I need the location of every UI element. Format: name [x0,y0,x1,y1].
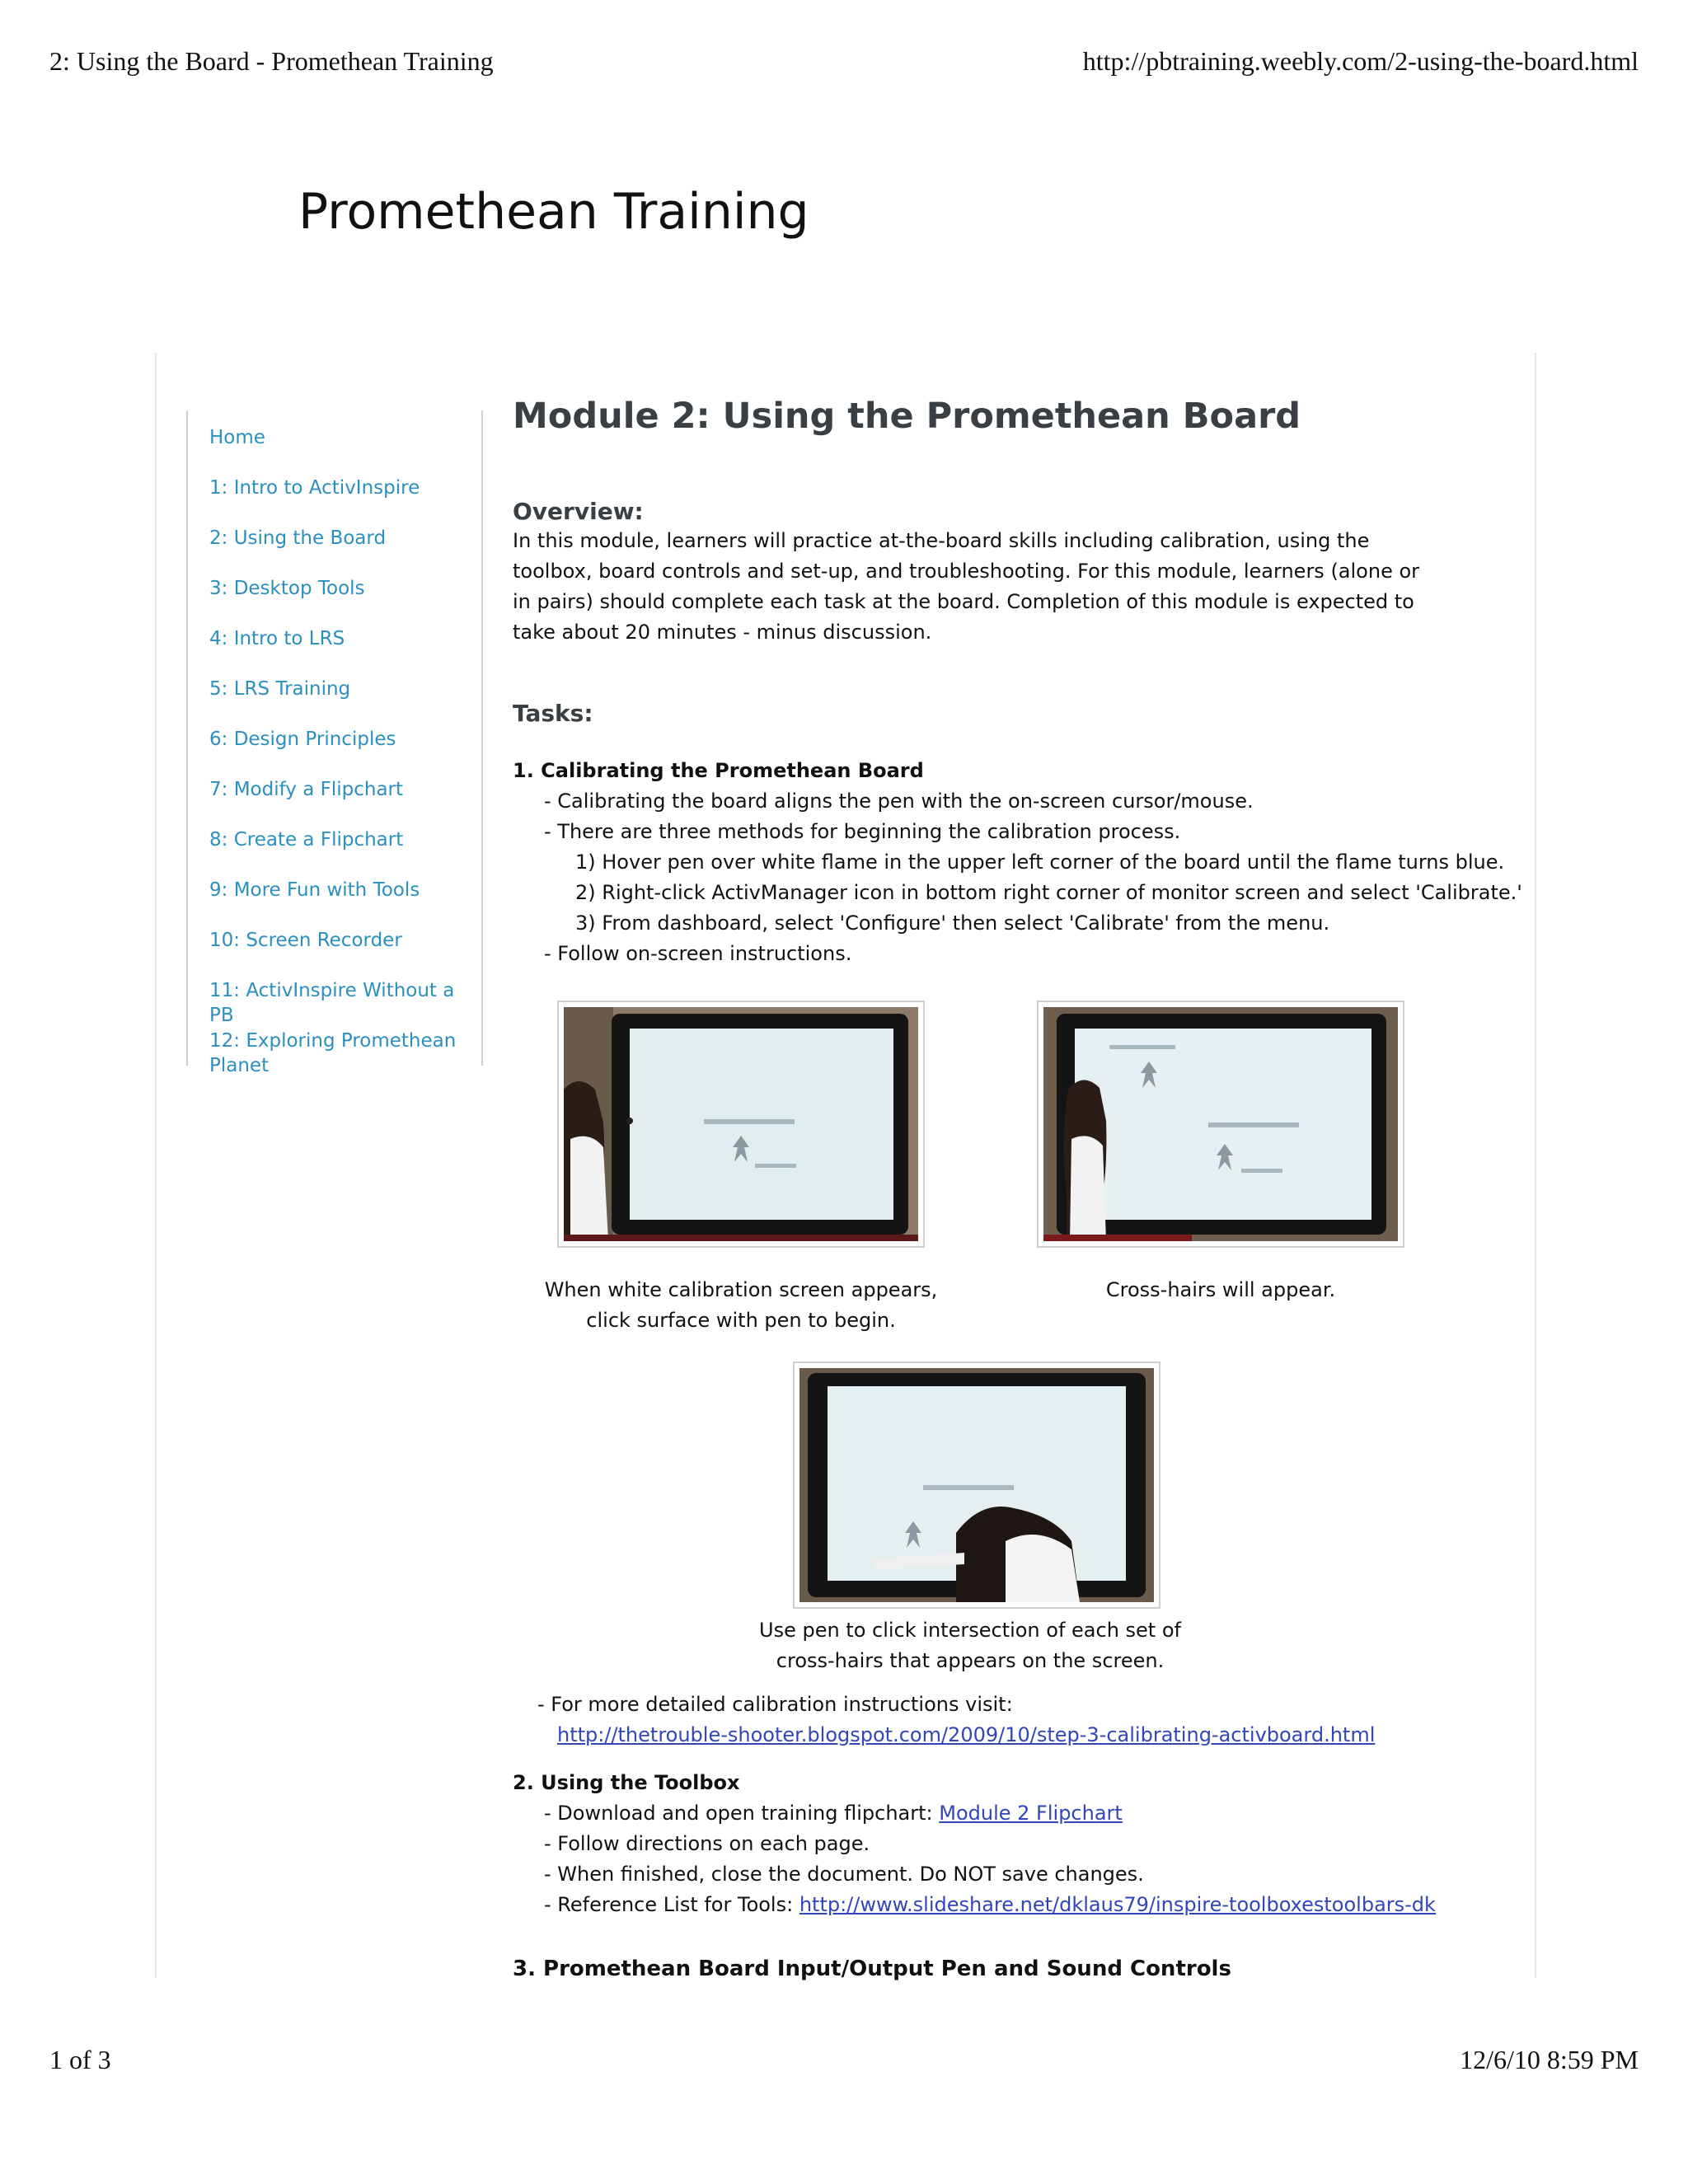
task1-line: - Calibrating the board aligns the pen with the on-screen cursor/mouse. [544,790,1254,813]
caption-line: Use pen to click intersection of each set of [759,1619,1181,1642]
photo-image [799,1368,1154,1602]
caption-line: click surface with pen to begin. [586,1309,896,1332]
task3-title-cut-off [513,1957,1231,1981]
task2-line4-prefix: - Reference List for Tools: [544,1893,799,1916]
photo-image [1043,1007,1398,1241]
nav-item-using-the-board[interactable]: 2: Using the Board [209,527,387,549]
task1-title: 1. Calibrating the Promethean Board [513,759,924,782]
click-intersection-photo [793,1361,1160,1609]
tasks-heading: Tasks: [513,700,593,727]
print-footer-datetime: 12/6/10 8:59 PM [1460,2045,1639,2074]
module-title: Module 2: Using the Promethean Board [513,396,1301,437]
nav-item-intro-activinspire[interactable]: 1: Intro to ActivInspire [209,477,420,499]
task2-line: - When finished, close the document. Do NOT save changes. [544,1863,1144,1886]
task2-line [544,1798,1123,1829]
task1-method: 1) Hover pen over white flame in the upper left corner of the board until the flame turns blue. [575,851,1505,874]
photo2-caption: Cross-hairs will appear. [1105,1278,1336,1301]
task1-line: - Follow on-screen instructions. [544,942,852,965]
photo3-caption [710,1615,1230,1676]
nav-item-screen-recorder[interactable]: 10: Screen Recorder [209,930,402,951]
task2-title: 2. Using the Toolbox [513,1771,740,1794]
nav-item-intro-lrs[interactable]: 4: Intro to LRS [209,628,345,649]
cross-hairs-photo [1037,1001,1404,1248]
nav-item-desktop-tools[interactable]: 3: Desktop Tools [209,578,365,599]
task2-line [544,1890,1436,1920]
task2-line1-prefix: - Download and open training flipchart: [544,1802,940,1825]
calibration-instructions-link[interactable]: http://thetrouble-shooter.blogspot.com/2009/10/step-3-calibrating-activboard.html [557,1723,1376,1746]
print-header-title: 2: Using the Board - Promethean Training [49,46,494,76]
nav-item-create-flipchart[interactable]: 8: Create a Flipchart [209,829,404,851]
photo-image [564,1007,918,1241]
site-title[interactable]: Promethean Training [298,183,809,241]
nav-item-exploring-promethean-planet[interactable]: 12: Exploring Promethean Planet [209,1030,457,1076]
task1-method: 3) From dashboard, select 'Configure' then select 'Calibrate' from the menu. [575,912,1330,935]
print-footer-page: 1 of 3 [49,2045,111,2074]
more-info-text: - For more detailed calibration instructions visit: [537,1693,1013,1716]
task2-line: - Follow directions on each page. [544,1832,870,1855]
tools-reference-link[interactable]: http://www.slideshare.net/dklaus79/inspire-toolboxestoolbars-dk [799,1893,1436,1916]
overview-text: In this module, learners will practice at-the-board skills including calibration, using the toolbox, board controls and set-up, and troubleshooting. For this module, learners (alone or in pairs) should complete each task at the board. Completion of this module is expected to take about 20 minutes - minus discussion. [513,529,1420,644]
calibration-screen-photo [557,1001,925,1248]
nav-item-lrs-training[interactable]: 5: LRS Training [209,678,351,700]
task1-method: 2) Right-click ActivManager icon in bottom right corner of monitor screen and select 'Calibrate.' [575,881,1522,904]
photo1-caption [521,1275,961,1336]
nav-item-more-fun-tools[interactable]: 9: More Fun with Tools [209,879,420,901]
module2-flipchart-link[interactable]: Module 2 Flipchart [939,1802,1123,1825]
caption-line: cross-hairs that appears on the screen. [776,1649,1165,1672]
task1-line: - There are three methods for beginning the calibration process. [544,820,1181,843]
nav-item-home[interactable]: Home [209,427,265,448]
task3-title: 3. Promethean Board Input/Output Pen and Sound Controls [513,1957,1231,1981]
nav-item-modify-flipchart[interactable]: 7: Modify a Flipchart [209,779,404,800]
overview-heading: Overview: [513,498,644,525]
caption-line: When white calibration screen appears, [544,1278,938,1301]
sidebar-nav [186,410,483,1076]
nav-item-activinspire-without-pb[interactable]: 11: ActivInspire Without a PB [209,980,455,1026]
nav-item-design-principles[interactable]: 6: Design Principles [209,729,396,750]
print-header-url: http://pbtraining.weebly.com/2-using-the-board.html [1082,46,1639,76]
